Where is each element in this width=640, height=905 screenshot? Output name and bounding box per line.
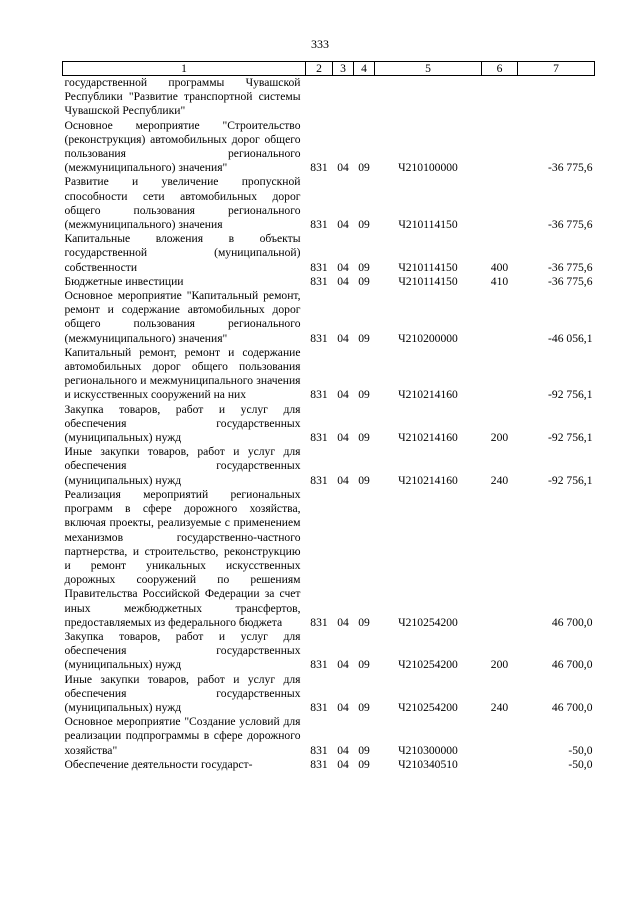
row-name: Обеспечение деятельности государст- bbox=[64, 757, 253, 771]
row-amount: -46 056,1 bbox=[548, 331, 593, 345]
row-gr: 831 bbox=[310, 161, 328, 175]
header-col-1: 1 bbox=[63, 62, 306, 76]
row-csr: Ч210254200 bbox=[398, 615, 458, 629]
row-pr: 09 bbox=[358, 260, 370, 274]
row-amount: -36 775,6 bbox=[548, 274, 593, 288]
row-gr: 831 bbox=[310, 757, 328, 771]
header-col-3: 3 bbox=[333, 62, 354, 76]
row-vr: 240 bbox=[490, 473, 509, 487]
row-gr: 831 bbox=[310, 388, 328, 402]
row-name: Развитие и увеличение пропускной способности сети автомобильных дорог общего пользования регионального (межмуниципального) значения bbox=[64, 175, 301, 232]
row-rz: 04 bbox=[337, 700, 349, 714]
table-row bbox=[63, 715, 595, 758]
row-name: Иные закупки товаров, работ и услуг для обеспечения государственных (муниципальных) нужд bbox=[64, 672, 301, 714]
row-csr: Ч210114150 bbox=[398, 260, 458, 274]
row-gr: 831 bbox=[310, 700, 328, 714]
table-row bbox=[63, 403, 595, 446]
row-amount: -36 775,6 bbox=[548, 218, 593, 232]
row-rz: 04 bbox=[337, 218, 349, 232]
row-amount: -50,0 bbox=[568, 743, 593, 757]
row-amount: 46 700,0 bbox=[551, 615, 593, 629]
row-amount: -36 775,6 bbox=[548, 260, 593, 274]
row-amount: -92 756,1 bbox=[548, 431, 593, 445]
row-pr: 09 bbox=[358, 700, 370, 714]
row-pr: 09 bbox=[358, 388, 370, 402]
row-csr: Ч210114150 bbox=[398, 274, 458, 288]
table-row bbox=[63, 275, 595, 289]
row-vr bbox=[482, 715, 518, 758]
row-name: Закупка товаров, работ и услуг для обеспечения государственных (муниципальных) нужд bbox=[64, 629, 301, 672]
row-vr: 200 bbox=[490, 431, 509, 445]
row-csr: Ч210114150 bbox=[398, 218, 458, 232]
table-row bbox=[63, 673, 595, 716]
row-vr bbox=[482, 119, 518, 176]
row-rz: 04 bbox=[337, 331, 349, 345]
row-name: Иные закупки товаров, работ и услуг для обеспечения государственных (муниципальных) нужд bbox=[64, 445, 301, 487]
row-gr: 831 bbox=[310, 743, 328, 757]
budget-table bbox=[62, 61, 595, 772]
row-name: Бюджетные инвестиции bbox=[64, 274, 184, 288]
row-pr: 09 bbox=[358, 615, 370, 629]
row-vr bbox=[482, 346, 518, 403]
row-name: Основное мероприятие "Строительство (реконструкция) автомобильных дорог общего пользования регионального (межмуниципального) значения" bbox=[64, 118, 301, 175]
row-vr bbox=[482, 289, 518, 346]
table-row bbox=[63, 630, 595, 673]
row-pr: 09 bbox=[358, 473, 370, 487]
row-vr: 410 bbox=[490, 274, 509, 288]
header-col-4: 4 bbox=[354, 62, 375, 76]
row-vr bbox=[482, 175, 518, 232]
row-vr: 240 bbox=[490, 700, 509, 714]
table-row bbox=[63, 289, 595, 346]
table-row bbox=[63, 346, 595, 403]
row-pr: 09 bbox=[358, 743, 370, 757]
row-pr: 09 bbox=[358, 658, 370, 672]
row-amount: -36 775,6 bbox=[548, 161, 593, 175]
row-vr bbox=[482, 76, 518, 119]
row-rz: 04 bbox=[337, 757, 349, 771]
row-gr: 831 bbox=[310, 431, 328, 445]
table-row bbox=[63, 445, 595, 488]
page-number: 333 bbox=[311, 37, 329, 51]
row-csr: Ч210214160 bbox=[398, 473, 458, 487]
row-rz: 04 bbox=[337, 473, 349, 487]
row-vr bbox=[482, 488, 518, 630]
row-rz bbox=[333, 76, 354, 119]
row-pr bbox=[354, 76, 375, 119]
row-csr: Ч210214160 bbox=[398, 388, 458, 402]
row-gr: 831 bbox=[310, 260, 328, 274]
row-amount: 46 700,0 bbox=[551, 658, 593, 672]
header-col-2: 2 bbox=[306, 62, 333, 76]
table-row bbox=[63, 232, 595, 275]
row-rz: 04 bbox=[337, 615, 349, 629]
row-rz: 04 bbox=[337, 388, 349, 402]
row-vr: 200 bbox=[490, 658, 509, 672]
row-gr: 831 bbox=[310, 331, 328, 345]
table-row bbox=[63, 488, 595, 630]
row-gr: 831 bbox=[310, 218, 328, 232]
header-col-6: 6 bbox=[482, 62, 518, 76]
row-amount: -92 756,1 bbox=[548, 473, 593, 487]
row-csr: Ч210254200 bbox=[398, 658, 458, 672]
row-vr bbox=[482, 758, 518, 772]
row-csr: Ч210340510 bbox=[398, 757, 458, 771]
table-row bbox=[63, 175, 595, 232]
row-gr: 831 bbox=[310, 473, 328, 487]
row-pr: 09 bbox=[358, 161, 370, 175]
row-rz: 04 bbox=[337, 274, 349, 288]
row-name: Основное мероприятие "Капитальный ремонт, ремонт и содержание автомобильных дорог общего пользования регионального (межмуниципального) значения" bbox=[64, 289, 301, 345]
row-amount: 46 700,0 bbox=[551, 700, 593, 714]
row-csr: Ч210300000 bbox=[398, 743, 458, 757]
row-name: Капитальный ремонт, ремонт и содержание автомобильных дорог общего пользования регионального и межмуниципального значения и искусственных сооружений на них bbox=[64, 345, 301, 402]
row-gr: 831 bbox=[310, 615, 328, 629]
row-csr: Ч210254200 bbox=[398, 700, 458, 714]
row-name: Капитальные вложения в объекты государственной (муниципальной) собственности bbox=[64, 232, 301, 274]
table-row bbox=[63, 758, 595, 772]
row-rz: 04 bbox=[337, 658, 349, 672]
row-pr: 09 bbox=[358, 431, 370, 445]
row-csr: Ч210200000 bbox=[398, 331, 458, 345]
row-amount: -50,0 bbox=[568, 757, 593, 771]
row-pr: 09 bbox=[358, 218, 370, 232]
row-amount: -92 756,1 bbox=[548, 388, 593, 402]
row-vr: 400 bbox=[490, 260, 509, 274]
row-gr bbox=[306, 76, 333, 119]
row-amount bbox=[518, 76, 595, 119]
table-body bbox=[63, 76, 595, 772]
row-rz: 04 bbox=[337, 260, 349, 274]
header-row bbox=[63, 62, 595, 76]
header-col-7: 7 bbox=[518, 62, 595, 76]
row-rz: 04 bbox=[337, 161, 349, 175]
row-gr: 831 bbox=[310, 658, 328, 672]
row-name: государственной программы Чувашской Республики "Развитие транспортной системы Чувашской Республики" bbox=[64, 76, 301, 118]
table-row bbox=[63, 76, 595, 119]
row-name: Реализация мероприятий региональных программ в сфере дорожного хозяйства, включая проекты, реализуемые с применением механизмов государственно-частного партнерства, и строительство, реконструкцию и ремонт уникальных искусственных дорожных сооружений по решениям Правительства Российской Федерации за счет иных межбюджетных трансфертов, предоставляемых из федерального бюджета bbox=[64, 487, 301, 629]
row-name: Основное мероприятие "Создание условий для реализации подпрограммы в сфере дорожного хозяйства" bbox=[64, 715, 301, 757]
row-gr: 831 bbox=[310, 274, 328, 288]
row-csr bbox=[375, 76, 482, 119]
row-pr: 09 bbox=[358, 274, 370, 288]
row-csr: Ч210100000 bbox=[398, 161, 458, 175]
row-rz: 04 bbox=[337, 743, 349, 757]
row-pr: 09 bbox=[358, 757, 370, 771]
header-col-5: 5 bbox=[375, 62, 482, 76]
table-row bbox=[63, 119, 595, 176]
row-name: Закупка товаров, работ и услуг для обеспечения государственных (муниципальных) нужд bbox=[64, 402, 301, 445]
row-pr: 09 bbox=[358, 331, 370, 345]
row-rz: 04 bbox=[337, 431, 349, 445]
row-csr: Ч210214160 bbox=[398, 431, 458, 445]
